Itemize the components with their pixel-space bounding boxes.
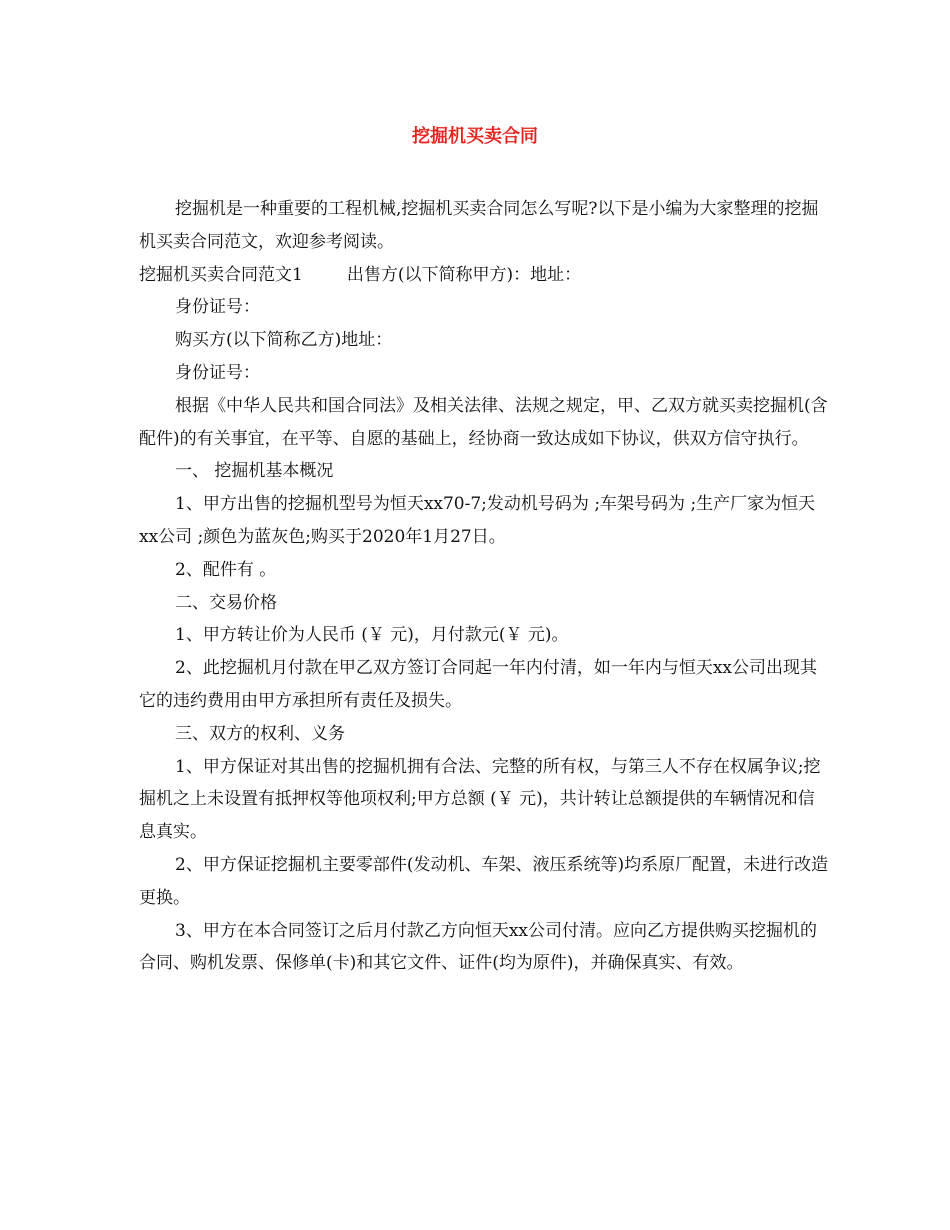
section-2-title: 二、交易价格 [175, 592, 277, 613]
section-1-item-2: 2、配件有 。 [175, 559, 277, 580]
buyer-id-line: 身份证号： [175, 362, 260, 383]
section-3-item-3: 3、甲方在本合同签订之后月付款乙方向恒天xx公司付清。应向乙方提供购买挖掘机的合同、购机发票、保修单(卡)和其它文件、证件(均为原件)，并确保真实、有效。 [139, 920, 817, 974]
buyer-line: 购买方(以下简称乙方)地址： [175, 330, 393, 351]
sample-heading-line [139, 259, 829, 292]
section-3-item-1: 1、甲方保证对其出售的挖掘机拥有合法、完整的所有权，与第三人不存在权属争议;挖掘机之上未设置有抵押权等他项权利;甲方总额 (￥ 元)，共计转让总额提供的车辆情况和信息真实。 [139, 756, 821, 843]
section-1-title: 一、 挖掘机基本概况 [175, 461, 334, 482]
section-1-item-1: 1、甲方出售的挖掘机型号为恒天xx70-7;发动机号码为 ;车架号码为 ;生产厂家为恒天xx公司 ;颜色为蓝灰色;购买于2020年1月27日。 [139, 494, 816, 547]
sample-heading: 挖掘机买卖合同范文1 [139, 264, 303, 285]
section-2-item-2: 2、此挖掘机月付款在甲乙双方签订合同起一年内付清，如一年内与恒天xx公司出现其它的违约费用由甲方承担所有责任及损失。 [139, 658, 817, 711]
section-2-item-1: 1、甲方转让价为人民币 (￥ 元)，月付款元(￥ 元)。 [175, 625, 569, 646]
section-3-title: 三、双方的权利、义务 [175, 723, 345, 744]
document-body [139, 193, 829, 980]
seller-line: 出售方(以下简称甲方)：地址： [346, 264, 582, 285]
preamble-paragraph: 根据《中华人民共和国合同法》及相关法律、法规之规定，甲、乙双方就买卖挖掘机(含配件)的有关事宜，在平等、自愿的基础上，经协商一致达成如下协议，供双方信守执行。 [139, 395, 828, 449]
seller-id-line: 身份证号： [175, 297, 260, 318]
document-title: 挖掘机买卖合同 [412, 126, 538, 147]
section-3-item-2: 2、甲方保证挖掘机主要零部件(发动机、车架、液压系统等)均系原厂配置，未进行改造更换。 [139, 854, 829, 908]
intro-paragraph: 挖掘机是一种重要的工程机械,挖掘机买卖合同怎么写呢?以下是小编为大家整理的挖掘机买卖合同范文，欢迎参考阅读。 [139, 199, 819, 252]
